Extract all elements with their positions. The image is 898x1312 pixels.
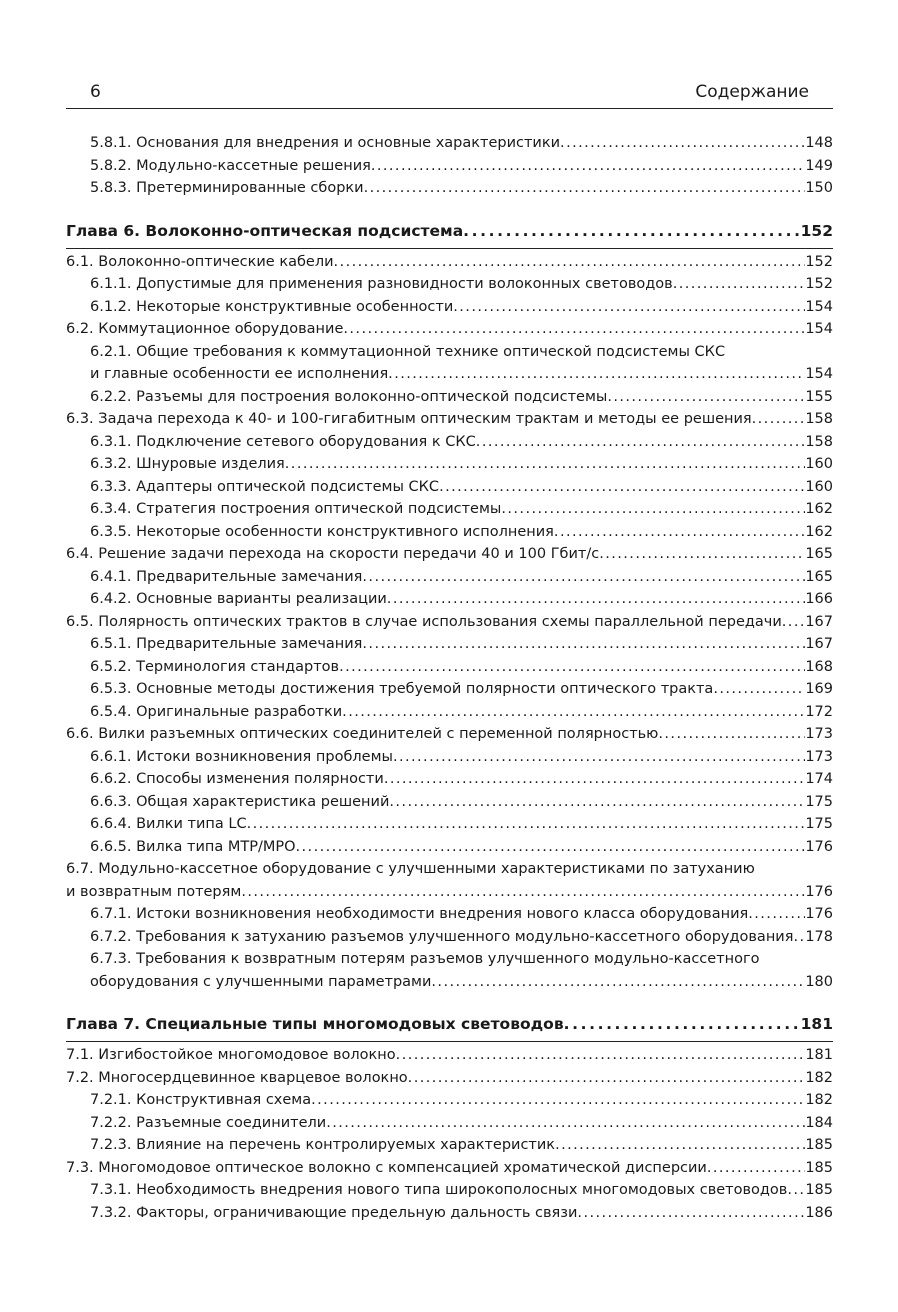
toc-page-number: 158 — [805, 411, 833, 427]
dot-leader — [501, 498, 805, 521]
dot-leader — [285, 453, 806, 476]
dot-leader — [387, 588, 806, 611]
page-header — [66, 82, 833, 109]
toc-title: 6.5.1. Предварительные замечания — [90, 636, 363, 652]
dot-leader — [371, 155, 805, 178]
dot-leader — [343, 318, 805, 341]
toc-subsection[interactable] — [66, 177, 833, 200]
dot-leader — [384, 768, 806, 791]
dot-leader — [782, 611, 806, 634]
toc-page-number: 182 — [805, 1092, 833, 1108]
dot-leader — [707, 1157, 805, 1180]
toc-section[interactable] — [66, 408, 833, 431]
toc-page-number: 185 — [805, 1159, 833, 1176]
toc-title: 6.5.2. Терминология стандартов — [90, 658, 340, 675]
toc-subsection[interactable] — [66, 498, 833, 521]
toc-section[interactable] — [66, 543, 833, 566]
toc-page-number: 176 — [805, 838, 833, 855]
dot-leader — [393, 746, 805, 769]
toc-subsection[interactable] — [66, 453, 833, 476]
toc-subsection[interactable] — [66, 386, 833, 409]
toc-page-number: 176 — [805, 883, 833, 900]
toc-page-number: 173 — [805, 748, 833, 765]
toc-page-number: 182 — [805, 1069, 833, 1086]
table-of-contents — [66, 132, 833, 1224]
toc-subsection[interactable] — [66, 1202, 833, 1225]
toc-subsection[interactable] — [66, 132, 833, 155]
dot-leader — [241, 881, 805, 904]
dot-leader — [748, 903, 805, 926]
toc-title: 7.3.2. Факторы, ограничивающие предельную дальность связи — [90, 1204, 578, 1221]
toc-subsection[interactable] — [66, 633, 833, 656]
toc-title: 6.5.4. Оригинальные разработки — [90, 703, 343, 720]
toc-page-number: 175 — [805, 793, 833, 810]
toc-page-number: 154 — [805, 321, 833, 337]
toc-page-number: 184 — [805, 1114, 833, 1131]
toc-title: 6.4.1. Предварительные замечания — [90, 568, 363, 585]
toc-title: 5.8.2. Модульно-кассетные решения — [90, 157, 371, 174]
toc-title: 6.6.4. Вилки типа LC — [90, 816, 247, 832]
dot-leader — [431, 971, 805, 994]
dot-leader — [476, 431, 806, 454]
toc-subsection[interactable] — [66, 341, 833, 386]
dot-leader — [334, 251, 806, 274]
toc-title: 6.3. Задача перехода к 40- и 100-гигабитным оптическим трактам и методы ее решения — [66, 411, 752, 427]
dot-leader — [787, 1179, 805, 1202]
toc-subsection[interactable] — [66, 701, 833, 724]
toc-title: 6.2.2. Разъемы для построения волоконно-оптической подсистемы — [90, 388, 608, 405]
toc-title: 6.4.2. Основные варианты реализации — [90, 591, 387, 607]
toc-page-number: 186 — [805, 1204, 833, 1221]
toc-page-number: 165 — [805, 568, 833, 585]
toc-title: 6.7.1. Истоки возникновения необходимости внедрения нового класса оборудования — [90, 906, 749, 922]
toc-page-number: 169 — [805, 681, 833, 697]
toc-title: 6.5.3. Основные методы достижения требуемой полярности оптического тракта — [90, 681, 714, 697]
dot-leader — [673, 273, 806, 296]
toc-page-number: 168 — [805, 658, 833, 675]
dot-leader — [408, 1067, 806, 1090]
toc-section[interactable] — [66, 251, 833, 274]
toc-title: Глава 7. Специальные типы многомодовых световодов — [66, 1015, 564, 1033]
toc-page-number: 165 — [805, 546, 833, 562]
dot-leader — [658, 723, 805, 746]
dot-leader — [388, 363, 805, 386]
toc-page-number: 173 — [805, 726, 833, 742]
toc-subsection[interactable] — [66, 1112, 833, 1135]
toc-chapter[interactable] — [66, 1012, 833, 1042]
toc-title: 6.6.1. Истоки возникновения проблемы — [90, 748, 393, 765]
toc-page-number: 178 — [805, 928, 833, 945]
toc-page-number: 180 — [805, 973, 833, 990]
toc-page-number: 148 — [805, 135, 833, 151]
toc-page-number: 152 — [800, 221, 833, 240]
toc-title: 6.3.1. Подключение сетевого оборудования к СКС — [90, 433, 476, 450]
toc-title: 7.1. Изгибостойкое многомодовое волокно — [66, 1047, 396, 1063]
dot-leader — [389, 791, 805, 814]
toc-section[interactable] — [66, 1067, 833, 1090]
toc-page-number: 181 — [800, 1015, 833, 1033]
toc-title: 7.2. Многосердцевинное кварцевое волокно — [66, 1069, 408, 1086]
toc-subsection[interactable] — [66, 1089, 833, 1112]
toc-page-number: 166 — [805, 591, 833, 607]
dot-leader — [326, 1112, 805, 1135]
toc-page-number: 185 — [805, 1137, 833, 1153]
toc-subsection[interactable] — [66, 768, 833, 791]
toc-page-number: 185 — [805, 1182, 833, 1198]
dot-leader — [396, 1044, 806, 1067]
toc-section[interactable] — [66, 858, 833, 903]
toc-page-number: 149 — [805, 157, 833, 174]
toc-subsection[interactable] — [66, 903, 833, 926]
toc-page-number: 181 — [805, 1047, 833, 1063]
toc-subsection[interactable] — [66, 273, 833, 296]
toc-page-number: 167 — [805, 636, 833, 652]
toc-subsection[interactable] — [66, 155, 833, 178]
toc-page-number: 174 — [805, 771, 833, 787]
toc-title: 6.6.2. Способы изменения полярности — [90, 771, 384, 787]
toc-subsection[interactable] — [66, 678, 833, 701]
dot-leader — [362, 566, 805, 589]
dot-leader — [554, 521, 805, 544]
toc-title: 7.2.3. Влияние на перечень контролируемых характеристик — [90, 1137, 556, 1153]
toc-page-number: 150 — [805, 180, 833, 196]
toc-subsection[interactable] — [66, 521, 833, 544]
toc-subsection[interactable] — [66, 926, 833, 949]
toc-title: 7.3.1. Необходимость внедрения нового типа широкополосных многомодовых световодов — [90, 1182, 788, 1198]
toc-subsection[interactable] — [66, 791, 833, 814]
toc-subsection[interactable] — [66, 1134, 833, 1157]
toc-title: оборудования с улучшенными параметрами — [90, 973, 432, 990]
toc-title: 5.8.1. Основания для внедрения и основные характеристики — [90, 135, 561, 151]
toc-title: 6.1. Волоконно-оптические кабели — [66, 253, 334, 270]
toc-title: 6.1.1. Допустимые для применения разновидности волоконных световодов — [90, 276, 673, 292]
toc-page-number: 175 — [805, 816, 833, 832]
dot-leader — [577, 1202, 805, 1225]
toc-title: 6.3.2. Шнуровые изделия — [90, 456, 285, 472]
toc-page-number: 167 — [805, 613, 833, 630]
toc-title-line: 6.7.3. Требования к возвратным потерям разъемов улучшенного модульно-кассетного — [90, 951, 760, 967]
dot-leader — [564, 1012, 801, 1036]
toc-title: и главные особенности ее исполнения — [90, 366, 389, 382]
toc-subsection[interactable] — [66, 948, 833, 993]
dot-leader — [793, 926, 805, 949]
toc-title: 5.8.3. Претерминированные сборки — [90, 180, 364, 196]
toc-section[interactable] — [66, 611, 833, 634]
toc-subsection[interactable] — [66, 836, 833, 859]
dot-leader — [339, 656, 805, 679]
toc-subsection[interactable] — [66, 476, 833, 499]
running-title: Содержание — [695, 82, 809, 102]
toc-section[interactable] — [66, 1044, 833, 1067]
toc-page-number: 162 — [805, 523, 833, 540]
dot-leader — [362, 633, 805, 656]
dot-leader — [752, 408, 806, 431]
toc-subsection[interactable] — [66, 746, 833, 769]
toc-title: 6.1.2. Некоторые конструктивные особенности — [90, 298, 454, 315]
dot-leader — [342, 701, 805, 724]
toc-subsection[interactable] — [66, 296, 833, 319]
toc-title: 6.3.4. Стратегия построения оптической подсистемы — [90, 501, 502, 517]
toc-page-number: 155 — [805, 388, 833, 405]
toc-title: 7.3. Многомодовое оптическое волокно с компенсацией хроматической дисперсии — [66, 1159, 707, 1176]
toc-subsection[interactable] — [66, 1179, 833, 1202]
toc-page-number: 160 — [805, 456, 833, 472]
dot-leader — [453, 296, 805, 319]
toc-page-number: 154 — [805, 366, 833, 382]
toc-title: 6.7.2. Требования к затуханию разъемов улучшенного модульно-кассетного оборудования — [90, 928, 794, 945]
toc-title: 7.2.1. Конструктивная схема — [90, 1092, 312, 1108]
dot-leader — [463, 219, 800, 243]
toc-page-number: 172 — [805, 703, 833, 720]
dot-leader — [560, 132, 805, 155]
toc-title: Глава 6. Волоконно-оптическая подсистема — [66, 221, 464, 240]
dot-leader — [364, 177, 806, 200]
dot-leader — [713, 678, 805, 701]
toc-title: 6.3.5. Некоторые особенности конструктивного исполнения — [90, 523, 554, 540]
toc-subsection[interactable] — [66, 566, 833, 589]
dot-leader — [311, 1089, 805, 1112]
toc-title-line: 6.2.1. Общие требования к коммутационной технике оптической подсистемы СКС — [90, 343, 726, 360]
toc-title: 6.5. Полярность оптических трактов в случае использования схемы параллельной передачи — [66, 613, 782, 630]
page-number: 6 — [90, 82, 101, 102]
toc-title-line: 6.7. Модульно-кассетное оборудование с улучшенными характеристиками по затуханию — [66, 861, 755, 877]
toc-section[interactable] — [66, 723, 833, 746]
toc-section[interactable] — [66, 1157, 833, 1180]
toc-page-number: 176 — [805, 906, 833, 922]
dot-leader — [607, 386, 805, 409]
toc-subsection[interactable] — [66, 588, 833, 611]
toc-page-number: 152 — [805, 253, 833, 270]
dot-leader — [439, 476, 805, 499]
toc-page-number: 154 — [805, 298, 833, 315]
toc-title: и возвратным потерям — [66, 883, 242, 900]
toc-subsection[interactable] — [66, 656, 833, 679]
toc-title: 6.6.3. Общая характеристика решений — [90, 793, 390, 810]
dot-leader — [296, 836, 806, 859]
toc-page-number: 158 — [805, 433, 833, 450]
toc-page-number: 152 — [805, 276, 833, 292]
toc-subsection[interactable] — [66, 431, 833, 454]
toc-page-number: 162 — [805, 501, 833, 517]
toc-section[interactable] — [66, 318, 833, 341]
dot-leader — [555, 1134, 805, 1157]
toc-title: 6.2. Коммутационное оборудование — [66, 321, 344, 337]
toc-title: 6.6. Вилки разъемных оптических соединителей с переменной полярностью — [66, 726, 659, 742]
toc-chapter[interactable] — [66, 219, 833, 249]
dot-leader — [247, 813, 806, 836]
toc-page-number: 160 — [805, 478, 833, 495]
toc-title: 6.3.3. Адаптеры оптической подсистемы СКС — [90, 478, 440, 495]
toc-title: 6.6.5. Вилка типа MTP/MPO — [90, 838, 296, 855]
toc-title: 6.4. Решение задачи перехода на скорости передачи 40 и 100 Гбит/с — [66, 546, 600, 562]
dot-leader — [599, 543, 805, 566]
toc-subsection[interactable] — [66, 813, 833, 836]
toc-title: 7.2.2. Разъемные соединители — [90, 1114, 327, 1131]
